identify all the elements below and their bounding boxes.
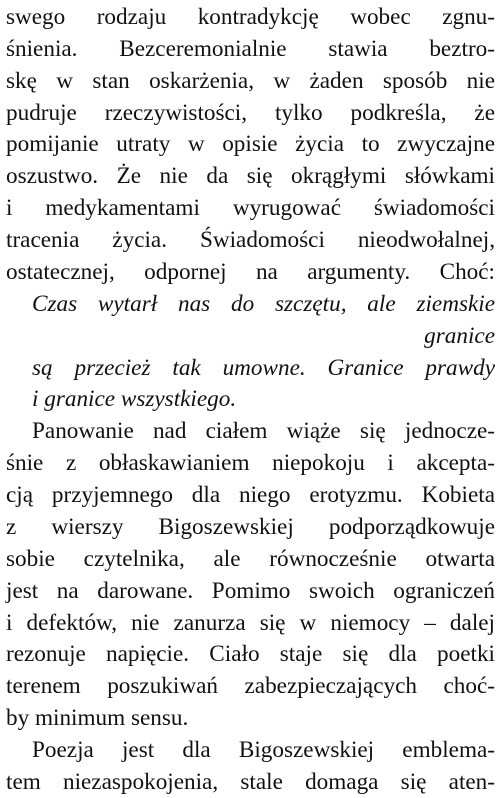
text-line: jest na darowane. Pomimo swoich ograniczeń — [6, 578, 495, 604]
text-line: sobie czytelnika, ale równocześnie otwarta — [6, 546, 495, 572]
poem-line: granice — [424, 323, 495, 349]
text-line: cją przyjemnego dla niego erotyzmu. Kobieta — [6, 482, 495, 508]
text-line: terenem poszukiwań zabezpieczających choć- — [6, 673, 495, 699]
text-line: ostatecznej, odpornej na argumenty. Choć: — [6, 259, 495, 285]
text-line: rezonuje napięcie. Ciało staje się dla poetki — [6, 641, 495, 667]
paragraph-last-line: by minimum sensu. — [6, 705, 189, 731]
poem-line: Czas wytarł nas do szczętu, ale ziemskie — [32, 291, 495, 317]
text-line: swego rodzaju kontradykcję wobec zgnu- — [6, 4, 495, 30]
text-line: śnienia. Bezceremonialnie stawia beztro- — [6, 36, 495, 62]
text-line: pudruje rzeczywistości, tylko podkreśla, że — [6, 100, 495, 126]
text-line: skę w stan oskarżenia, w żaden sposób nie — [6, 68, 495, 94]
text-line: oszustwo. Że nie da się okrągłymi słówkami — [6, 163, 495, 189]
text-line: i medykamentami wyrugować świadomości — [6, 195, 495, 221]
text-line: tracenia życia. Świadomości nieodwołalnej, — [6, 227, 495, 253]
text-line: pomijanie utraty w opisie życia to zwyczajne — [6, 131, 495, 157]
poem-line: są przecież tak umowne. Granice prawdy — [32, 355, 495, 381]
paragraph-first-line: Panowanie nad ciałem wiąże się jednocze- — [32, 418, 495, 444]
text-line: z wierszy Bigoszewskiej podporządkowuje — [6, 514, 495, 540]
text-line: i defektów, nie zanurza się w niemocy – dalej — [6, 610, 495, 636]
text-line: śnie z obłaskawianiem niepokoju i akcepta- — [6, 450, 495, 476]
document-page — [6, 0, 495, 795]
poem-line: i granice wszystkiego. — [32, 386, 237, 412]
paragraph-first-line: Poezja jest dla Bigoszewskiej emblema- — [32, 737, 495, 763]
text-line: tem niezaspokojenia, stale domaga się aten- — [6, 769, 495, 795]
